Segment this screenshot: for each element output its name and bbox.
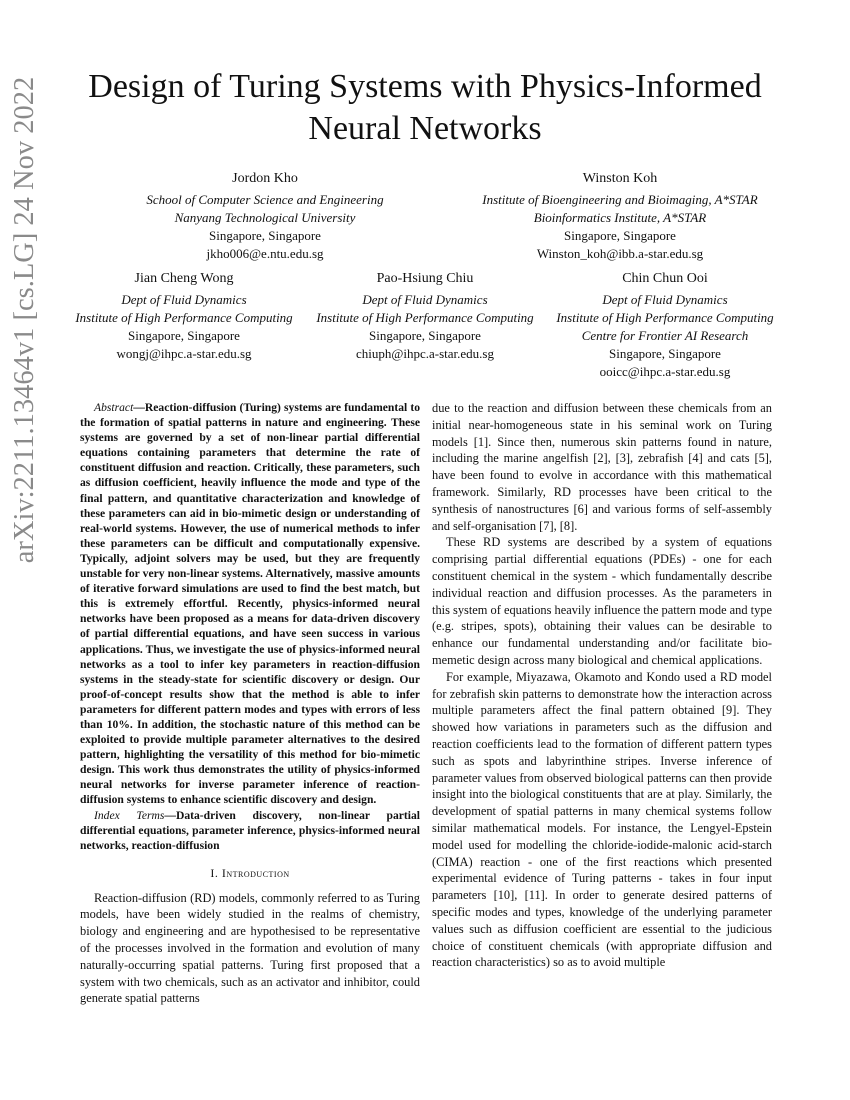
index-terms	[80, 808, 420, 853]
section-heading: I. Introduction	[210, 865, 290, 880]
author-affiliation: Institute of High Performance Computing	[316, 310, 534, 325]
body-paragraph: For example, Miyazawa, Okamoto and Kondo used a RD model for zebrafish skin patterns to demonstrate how the interaction across multiple parameters affect the final pattern obtained [9]. They showed how variations in parameters such as the diffusion and reaction coefficients lead to the formation of different pattern types such as spots and labyrinthine stripes. Inverse inference of parameter values from observed biological patterns can then provide insight into the biological constituents that are at play. Similarly, the development of spatial patterns in many chemical systems follow similar mathematical models. For instance, the Lengyel-Epstein model used for modelling the chloride-iodide-malonic acid-starch (CIMA) reaction - one of the first reactions which presented experimental evidence of Turing patterns - takes in four input parameters [10], [11]. In order to generate desired patterns of specific modes and types, knowledge of the underlying parameter values such as diffusion coefficient are essential to the judicious choice of constituent chemicals (with appropriate diffusion and reaction characteristics) so as to avoid multiple	[432, 669, 772, 970]
author-name: Chin Chun Ooi	[622, 271, 708, 286]
author-block	[130, 170, 400, 263]
abstract-text: —Reaction-diffusion (Turing) systems are fundamental to the formation of spatial patterns in nature and engineering. These systems are governed by a set of non-linear partial differential equations containing parameters that determine the rate of constituent diffusion and reaction. Critically, these parameters, such as diffusion coefficient, heavily influence the mode and type of the final pattern, and quantitative characterization and knowledge of these parameters can aid in bio-mimetic design or understanding of real-world systems. However, the use of numerical methods to infer these parameters can be difficult and computationally expensive. Typically, adjoint solvers may be used, but they are frequently unstable for very non-linear systems. Alternatively, massive amounts of iterative forward simulations are used to find the best match, but this is extremely effortful. Recently, physics-informed neural networks have been proposed as a means for data-driven discovery of partial differential equations, and have seen success in various applications. Thus, we investigate the use of physics-informed neural networks as a tool to infer key parameters in reaction-diffusion systems in the steady-state for scientific discovery or design. Our proof-of-concept results show that the method is able to infer parameters for different pattern modes and types with errors of less than 10%. In addition, the stochastic nature of this method can be exploited to provide multiple parameter alternatives to the desired pattern, highlighting the versatility of this method for bio-mimetic design. This work thus demonstrates the utility of physics-informed neural networks for inverse parameter inference of reaction-diffusion systems to enhance scientific discovery and design.	[80, 401, 420, 807]
author-location: Singapore, Singapore	[609, 346, 721, 361]
author-email: chiuph@ihpc.a-star.edu.sg	[356, 346, 494, 361]
author-affiliation: Dept of Fluid Dynamics	[362, 292, 488, 307]
author-affiliation: Institute of High Performance Computing	[556, 310, 774, 325]
body-paragraph: These RD systems are described by a system of equations comprising partial differential equations (PDEs) - one for each constituent chemical in the system - which fundamentally describe individual reaction and diffusion processes. As the parameters in this system of equations heavily influence the pattern mode and type (e.g. stripes, spots), obtaining their values can be desirable to enhance our fundamental understanding and/or facilitate bio-memetic design across many biological and chemical applications.	[432, 535, 772, 667]
author-block	[305, 270, 545, 363]
author-affiliation: Dept of Fluid Dynamics	[602, 292, 728, 307]
abstract-label: Abstract	[94, 401, 134, 414]
author-affiliation: Centre for Frontier AI Research	[581, 328, 749, 343]
right-column	[432, 400, 772, 971]
abstract	[80, 400, 420, 808]
author-affiliation: School of Computer Science and Engineering	[146, 192, 384, 207]
author-affiliation: Nanyang Technological University	[174, 210, 356, 225]
author-email: ooicc@ihpc.a-star.edu.sg	[599, 364, 731, 379]
author-location: Singapore, Singapore	[369, 328, 481, 343]
body-paragraph: due to the reaction and diffusion between these chemicals from an initial near-homogeneous state in his seminal work on Turing models [1]. Since then, numerous skin patterns found in nature, including the marine angelfish [2], [3], zebrafish [4] and cats [5], have been found to evolve in accordance with this mathematical framework. Similarly, RD processes have been critical to the synthesis of nanostructures [6] and various forms of self-assembly and self-organisation [7], [8].	[432, 401, 772, 533]
author-block	[470, 170, 770, 263]
arxiv-watermark: arXiv:2211.13464v1 [cs.LG] 24 Nov 2022	[9, 76, 40, 564]
author-name: Pao-Hsiung Chiu	[376, 271, 474, 286]
intro-paragraph: Reaction-diffusion (RD) models, commonly referred to as Turing models, have been widely studied in the realms of chemistry, biology and engineering and are hypothesised to be representative of the processes involved in the formation and evolution of many naturally-occurring spatial patterns. Turing first proposed that a system with two chemicals, such as an activator and inhibitor, could generate spatial patterns	[80, 890, 420, 1006]
author-block	[64, 270, 304, 363]
author-email: Winston_koh@ibb.a-star.edu.sg	[536, 246, 704, 261]
author-email: jkho006@e.ntu.edu.sg	[206, 246, 324, 261]
left-column	[80, 400, 420, 1007]
author-name: Jordon Kho	[232, 171, 298, 186]
author-location: Singapore, Singapore	[128, 328, 240, 343]
author-location: Singapore, Singapore	[209, 228, 321, 243]
author-affiliation: Dept of Fluid Dynamics	[121, 292, 247, 307]
index-terms-label: Index Terms	[94, 808, 165, 822]
author-email: wongj@ihpc.a-star.edu.sg	[116, 346, 252, 361]
author-name: Winston Koh	[582, 171, 658, 186]
index-terms-text: —Data-driven discovery, non-linear partial differential equations, parameter inference, physics-informed neural networks, reaction-diffusion	[80, 808, 420, 852]
author-name: Jian Cheng Wong	[134, 271, 234, 286]
paper-title: Design of Turing Systems with Physics-Informed Neural Networks	[88, 68, 762, 147]
author-block	[545, 270, 785, 381]
author-affiliation: Institute of High Performance Computing	[75, 310, 293, 325]
author-affiliation: Bioinformatics Institute, A*STAR	[533, 210, 707, 225]
author-location: Singapore, Singapore	[564, 228, 676, 243]
author-affiliation: Institute of Bioengineering and Bioimaging, A*STAR	[482, 192, 758, 207]
